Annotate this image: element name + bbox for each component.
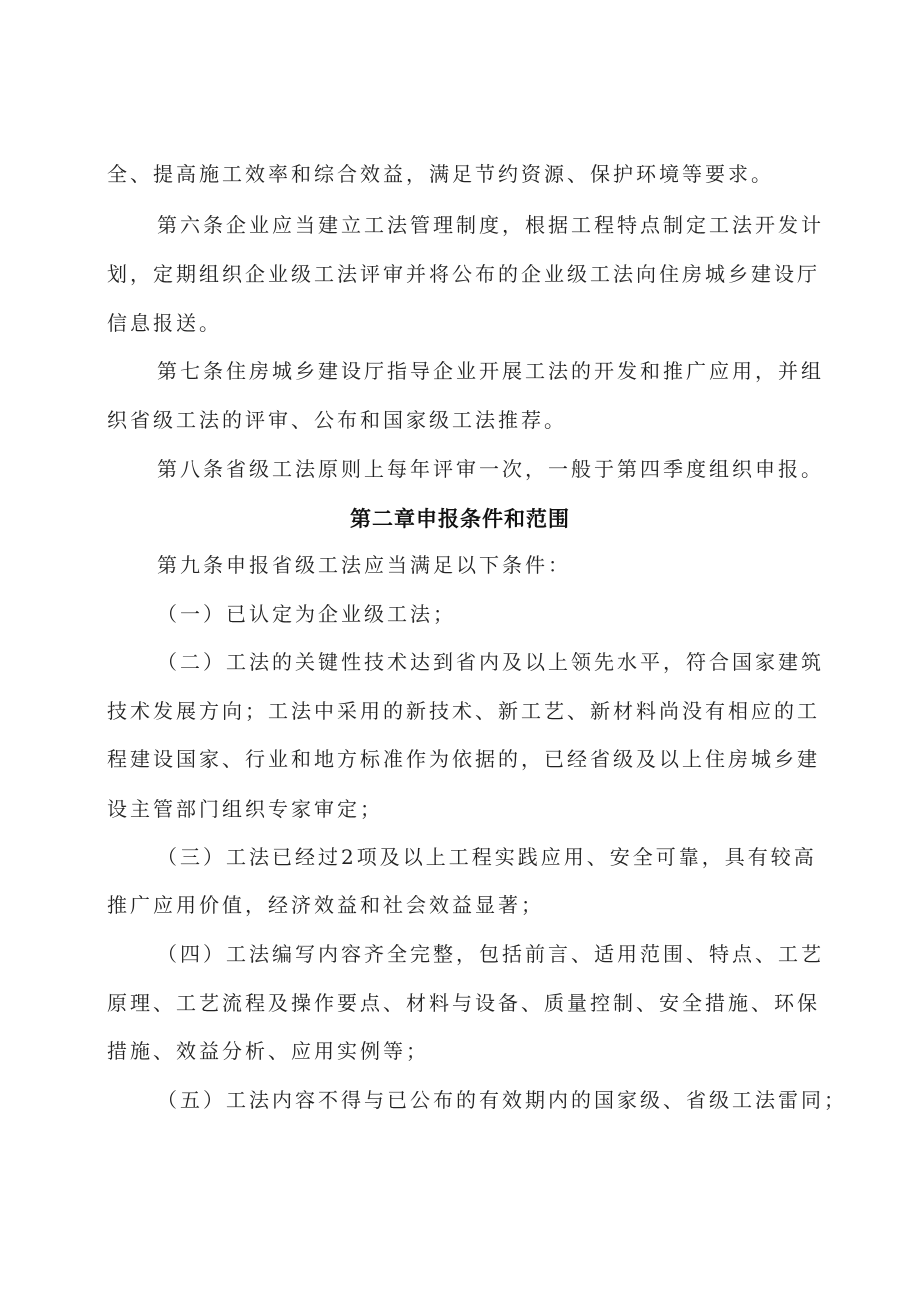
text-line: （二）工法的关键性技术达到省内及以上领先水平，符合国家建筑 xyxy=(157,650,824,674)
text-line: 推广应用价值，经济效益和社会效益显著； xyxy=(107,893,544,917)
text-line: （四）工法编写内容齐全完整，包括前言、适用范围、特点、工艺 xyxy=(157,942,824,966)
text-line: 第九条申报省级工法应当满足以下条件： xyxy=(157,553,571,577)
text-line: 划，定期组织企业级工法评审并将公布的企业级工法向住房城乡建设厅 xyxy=(107,262,820,286)
text-line: 措施、效益分析、应用实例等； xyxy=(107,1039,429,1063)
text-line: 全、提高施工效率和综合效益，满足节约资源、保护环境等要求。 xyxy=(107,162,774,186)
text-line: （五）工法内容不得与已公布的有效期内的国家级、省级工法雷同； xyxy=(157,1088,847,1112)
text-line: 织省级工法的评审、公布和国家级工法推荐。 xyxy=(107,408,567,432)
text-line: 程建设国家、行业和地方标准作为依据的，已经省级及以上住房城乡建 xyxy=(107,747,820,771)
text-line: （三）工法已经过2项及以上工程实践应用、安全可靠，具有较高 xyxy=(157,845,817,869)
text-line: 设主管部门组织专家审定； xyxy=(107,797,383,821)
text-line: 信息报送。 xyxy=(107,311,222,335)
chapter-heading: 第二章申报条件和范围 xyxy=(350,507,570,531)
text-line: （一）已认定为企业级工法； xyxy=(157,602,456,626)
text-line: 技术发展方向；工法中采用的新技术、新工艺、新材料尚没有相应的工 xyxy=(107,699,820,723)
text-line: 第八条省级工法原则上每年评审一次，一般于第四季度组织申报。 xyxy=(157,457,824,481)
text-line: 第七条住房城乡建设厅指导企业开展工法的开发和推广应用，并组 xyxy=(157,359,824,383)
text-line: 原理、工艺流程及操作要点、材料与设备、质量控制、安全措施、环保 xyxy=(107,991,820,1015)
text-line: 第六条企业应当建立工法管理制度，根据工程特点制定工法开发计 xyxy=(157,213,824,237)
